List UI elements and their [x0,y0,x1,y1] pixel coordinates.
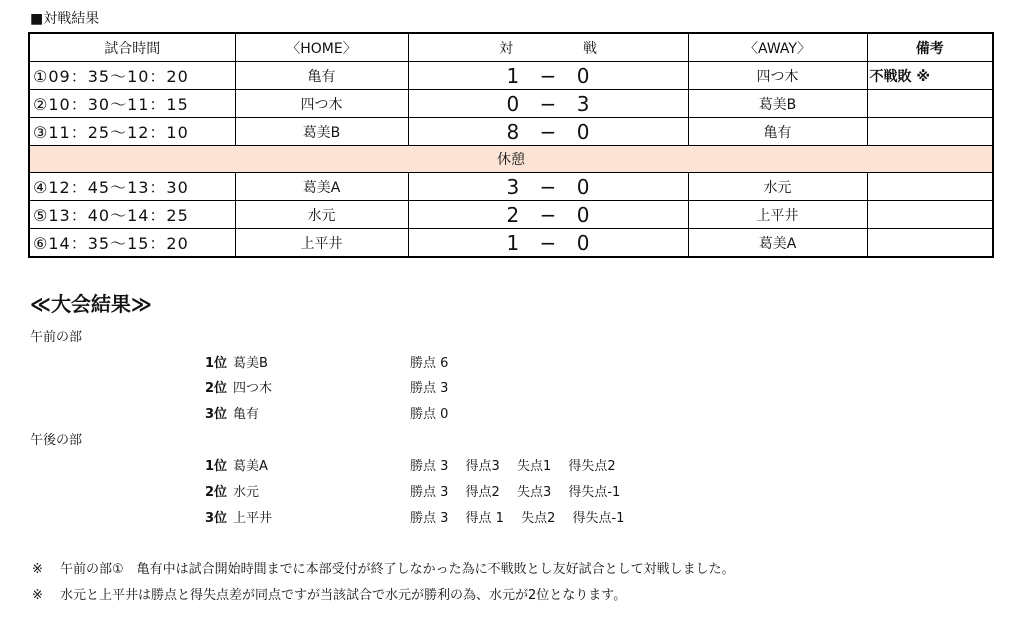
match-note [867,229,993,258]
home-team: 葛美A [235,173,408,201]
footnote: ※ 水元と上平井は勝点と得失点差が同点ですが当該試合で水元が勝利の為、水元が2位となります。 [32,588,627,603]
table-row [29,90,993,118]
rank-points: 勝点 3 得点2 失点3 得失点-1 [410,485,621,500]
table-row [29,118,993,146]
match-time: ⑥14：35～15：20 [29,229,235,258]
rank-points: 勝点 3 得点3 失点1 得失点2 [410,459,616,474]
rank-number: 2位 [205,485,228,500]
match-time: ①09：35～10：20 [29,62,235,90]
away-team: 葛美B [688,90,867,118]
match-note: 不戦敗 ※ [867,62,993,90]
ranking-item [205,455,268,474]
match-score: 2 − 0 [408,201,688,229]
header-time: 試合時間 [29,33,235,62]
ranking-item [205,507,272,526]
header-away: 〈AWAY〉 [688,33,867,62]
tournament-results-title: ≪大会結果≫ [30,292,152,316]
table-header-row [29,33,993,62]
match-time: ③11：25～12：10 [29,118,235,146]
ranking-item [205,352,268,371]
afternoon-label: 午後の部 [30,433,83,448]
match-score: 3 − 0 [408,173,688,201]
match-note [867,173,993,201]
morning-label: 午前の部 [30,330,83,345]
footnote: ※ 午前の部① 亀有中は試合開始時間までに本部受付が終了しなかった為に不戦敗とし友好試合として対戦しました。 [32,562,735,577]
rank-number: 1位 [205,356,228,371]
header-note: 備考 [867,33,993,62]
match-score: 8 − 0 [408,118,688,146]
match-note [867,118,993,146]
match-score: 0 − 3 [408,90,688,118]
table-row [29,173,993,201]
away-team: 上平井 [688,201,867,229]
break-label: 休憩 [29,146,993,173]
match-note [867,201,993,229]
match-time: ②10：30～11：15 [29,90,235,118]
rank-number: 2位 [205,381,228,396]
home-team: 亀有 [235,62,408,90]
rank-points: 勝点 3 [410,381,449,396]
rank-team: 上平井 [233,511,273,526]
section-title: ■対戦結果 [30,11,100,27]
ranking-item [205,481,259,500]
away-team: 四つ木 [688,62,867,90]
ranking-item [205,377,272,396]
header-home: 〈HOME〉 [235,33,408,62]
away-team: 水元 [688,173,867,201]
home-team: 上平井 [235,229,408,258]
ranking-item [205,403,259,422]
match-note [867,90,993,118]
match-score: 1 − 0 [408,229,688,258]
home-team: 水元 [235,201,408,229]
match-results-table [28,32,994,258]
rank-team: 四つ木 [233,381,273,396]
rank-team: 水元 [233,485,260,500]
away-team: 亀有 [688,118,867,146]
match-time: ④12：45～13：30 [29,173,235,201]
rank-number: 3位 [205,511,228,526]
break-row [29,146,993,173]
rank-team: 亀有 [233,407,260,422]
rank-points: 勝点 6 [410,356,449,371]
rank-team: 葛美B [233,356,268,371]
rank-number: 1位 [205,459,228,474]
match-time: ⑤13：40～14：25 [29,201,235,229]
table-row [29,62,993,90]
rank-points: 勝点 3 得点 1 失点2 得失点-1 [410,511,625,526]
rank-points: 勝点 0 [410,407,449,422]
rank-number: 3位 [205,407,228,422]
rank-team: 葛美A [233,459,268,474]
home-team: 四つ木 [235,90,408,118]
table-row [29,201,993,229]
away-team: 葛美A [688,229,867,258]
header-match: 対 戦 [408,33,688,62]
match-score: 1 − 0 [408,62,688,90]
table-row [29,229,993,258]
home-team: 葛美B [235,118,408,146]
